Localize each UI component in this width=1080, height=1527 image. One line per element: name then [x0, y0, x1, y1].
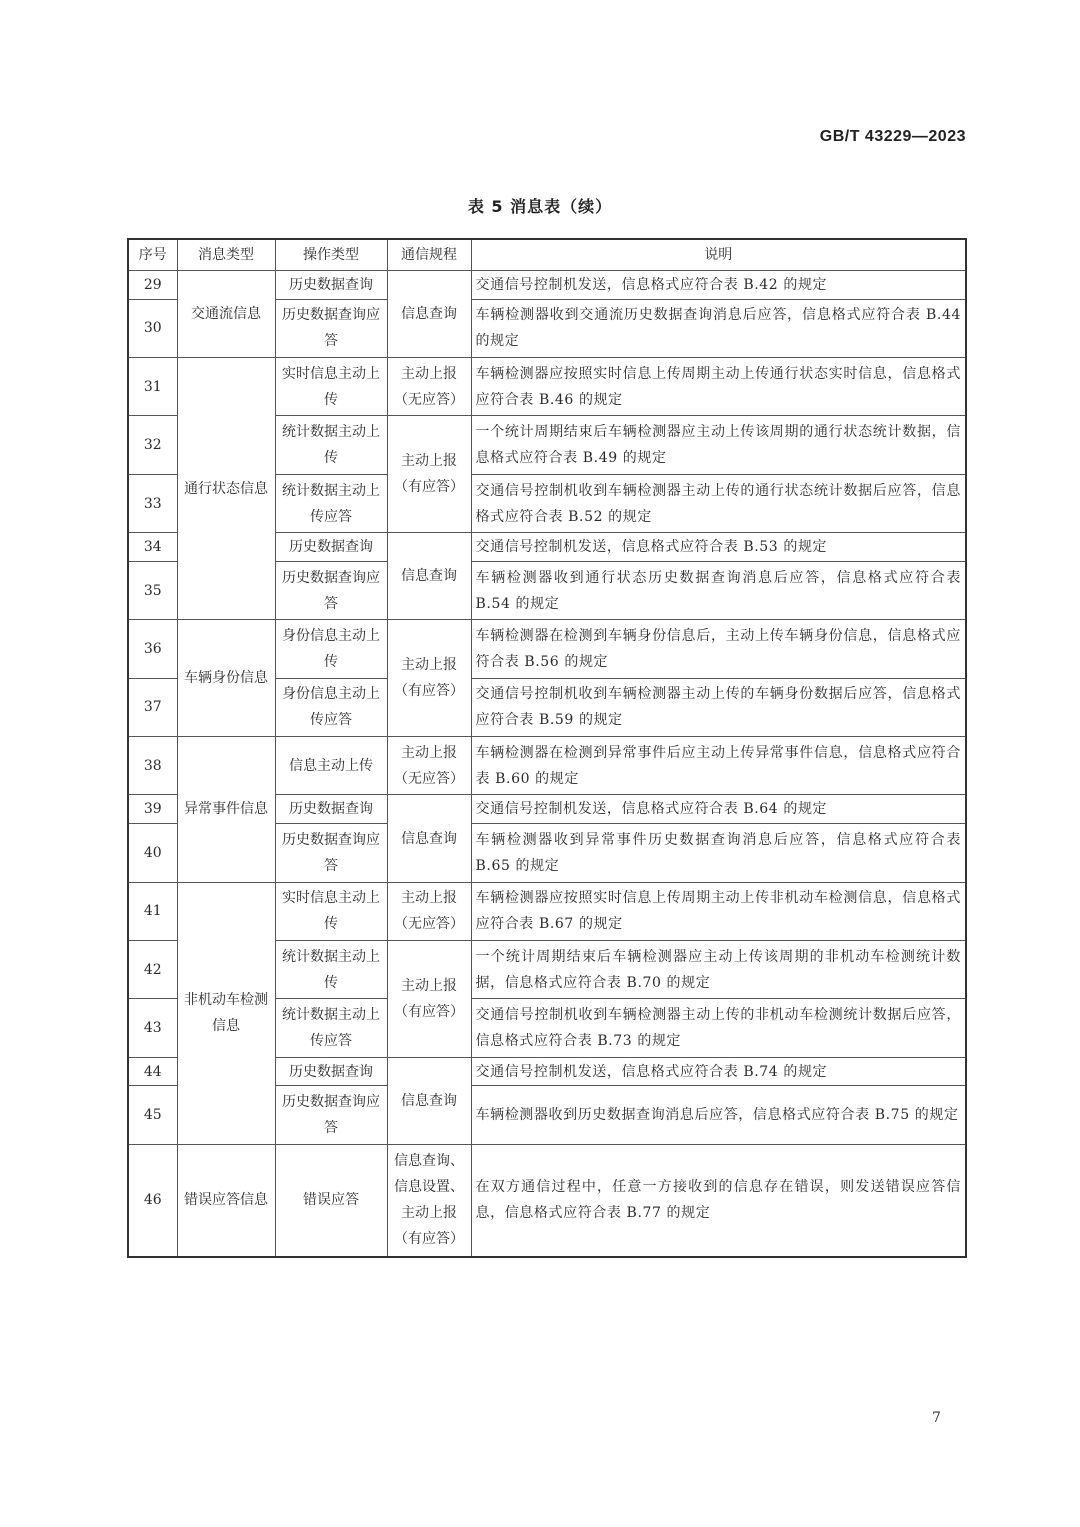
row-number: 33	[128, 474, 177, 532]
page-number: 7	[932, 1410, 941, 1426]
description-cell: 交通信号控制机收到车辆检测器主动上传的通行状态统计数据后应答，信息格式应符合表 B.52 的规定	[471, 474, 966, 532]
description-cell: 车辆检测器在检测到车辆身份信息后，主动上传车辆身份信息，信息格式应符合表 B.56 的规定	[471, 620, 966, 678]
operation-type-cell: 历史数据查询应答	[275, 1086, 387, 1144]
description-cell: 车辆检测器收到通行状态历史数据查询消息后应答，信息格式应符合表 B.54 的规定	[471, 561, 966, 619]
operation-type-cell: 历史数据查询	[275, 271, 387, 300]
table-header-row	[128, 239, 966, 271]
description-cell: 车辆检测器应按照实时信息上传周期主动上传通行状态实时信息，信息格式应符合表 B.46 的规定	[471, 358, 966, 416]
table-row	[128, 358, 966, 416]
table-row	[128, 882, 966, 940]
description-cell: 车辆检测器收到历史数据查询消息后应答，信息格式应符合表 B.75 的规定	[471, 1086, 966, 1144]
col-header-op-type: 操作类型	[275, 239, 387, 271]
operation-type-cell: 统计数据主动上传应答	[275, 999, 387, 1057]
operation-type-cell: 历史数据查询	[275, 533, 387, 562]
col-header-msg-type: 消息类型	[177, 239, 275, 271]
table-title: 表 5 消息表（续）	[467, 197, 613, 216]
operation-type-cell: 统计数据主动上传	[275, 940, 387, 998]
message-type-cell: 错误应答信息	[177, 1144, 275, 1257]
operation-type-cell: 历史数据查询应答	[275, 299, 387, 357]
col-header-no: 序号	[128, 239, 177, 271]
message-table	[127, 238, 967, 1258]
operation-type-cell: 统计数据主动上传	[275, 416, 387, 474]
protocol-cell: 主动上报（无应答）	[387, 882, 471, 940]
description-cell: 一个统计周期结束后车辆检测器应主动上传该周期的通行状态统计数据，信息格式应符合表 B.49 的规定	[471, 416, 966, 474]
col-header-description: 说明	[471, 239, 966, 271]
row-number: 42	[128, 940, 177, 998]
description-cell: 交通信号控制机发送，信息格式应符合表 B.74 的规定	[471, 1057, 966, 1086]
protocol-cell: 主动上报（有应答）	[387, 940, 471, 1057]
row-number: 38	[128, 737, 177, 795]
protocol-cell: 信息查询	[387, 533, 471, 620]
operation-type-cell: 身份信息主动上传应答	[275, 678, 387, 736]
description-cell: 车辆检测器在检测到异常事件后应主动上传异常事件信息，信息格式应符合表 B.60 的规定	[471, 737, 966, 795]
protocol-cell: 主动上报（有应答）	[387, 620, 471, 737]
row-number: 32	[128, 416, 177, 474]
protocol-cell: 信息查询	[387, 795, 471, 882]
row-number: 34	[128, 533, 177, 562]
operation-type-cell: 身份信息主动上传	[275, 620, 387, 678]
description-cell: 交通信号控制机发送，信息格式应符合表 B.53 的规定	[471, 533, 966, 562]
table-row	[128, 1144, 966, 1257]
description-cell: 交通信号控制机发送，信息格式应符合表 B.42 的规定	[471, 271, 966, 300]
col-header-protocol: 通信规程	[387, 239, 471, 271]
operation-type-cell: 历史数据查询	[275, 795, 387, 824]
row-number: 36	[128, 620, 177, 678]
description-cell: 交通信号控制机收到车辆检测器主动上传的非机动车检测统计数据后应答，信息格式应符合表 B.73 的规定	[471, 999, 966, 1057]
row-number: 46	[128, 1144, 177, 1257]
operation-type-cell: 错误应答	[275, 1144, 387, 1257]
table-row	[128, 737, 966, 795]
row-number: 39	[128, 795, 177, 824]
protocol-cell: 信息查询	[387, 271, 471, 358]
message-type-cell: 交通流信息	[177, 271, 275, 358]
standard-code: GB/T 43229—2023	[819, 128, 966, 145]
operation-type-cell: 统计数据主动上传应答	[275, 474, 387, 532]
message-type-cell: 车辆身份信息	[177, 620, 275, 737]
row-number: 40	[128, 824, 177, 882]
table-row	[128, 620, 966, 678]
row-number: 37	[128, 678, 177, 736]
description-cell: 车辆检测器收到异常事件历史数据查询消息后应答，信息格式应符合表 B.65 的规定	[471, 824, 966, 882]
message-type-cell: 非机动车检测信息	[177, 882, 275, 1144]
description-cell: 交通信号控制机收到车辆检测器主动上传的车辆身份数据后应答，信息格式应符合表 B.59 的规定	[471, 678, 966, 736]
row-number: 29	[128, 271, 177, 300]
protocol-cell: 主动上报（有应答）	[387, 416, 471, 533]
row-number: 35	[128, 561, 177, 619]
description-cell: 交通信号控制机发送，信息格式应符合表 B.64 的规定	[471, 795, 966, 824]
protocol-cell: 信息查询	[387, 1057, 471, 1144]
operation-type-cell: 历史数据查询	[275, 1057, 387, 1086]
operation-type-cell: 历史数据查询应答	[275, 561, 387, 619]
description-cell: 一个统计周期结束后车辆检测器应主动上传该周期的非机动车检测统计数据，信息格式应符合表 B.70 的规定	[471, 940, 966, 998]
protocol-cell: 主动上报（无应答）	[387, 358, 471, 416]
description-cell: 在双方通信过程中，任意一方接收到的信息存在错误，则发送错误应答信息，信息格式应符合表 B.77 的规定	[471, 1144, 966, 1257]
row-number: 30	[128, 299, 177, 357]
row-number: 44	[128, 1057, 177, 1086]
row-number: 31	[128, 358, 177, 416]
row-number: 41	[128, 882, 177, 940]
operation-type-cell: 实时信息主动上传	[275, 882, 387, 940]
description-cell: 车辆检测器收到交通流历史数据查询消息后应答，信息格式应符合表 B.44 的规定	[471, 299, 966, 357]
message-type-cell: 通行状态信息	[177, 358, 275, 620]
message-type-cell: 异常事件信息	[177, 737, 275, 882]
operation-type-cell: 实时信息主动上传	[275, 358, 387, 416]
operation-type-cell: 信息主动上传	[275, 737, 387, 795]
protocol-cell: 主动上报（无应答）	[387, 737, 471, 795]
table-row	[128, 271, 966, 300]
description-cell: 车辆检测器应按照实时信息上传周期主动上传非机动车检测信息，信息格式应符合表 B.67 的规定	[471, 882, 966, 940]
row-number: 45	[128, 1086, 177, 1144]
protocol-cell: 信息查询、信息设置、主动上报（有应答）	[387, 1144, 471, 1257]
row-number: 43	[128, 999, 177, 1057]
operation-type-cell: 历史数据查询应答	[275, 824, 387, 882]
